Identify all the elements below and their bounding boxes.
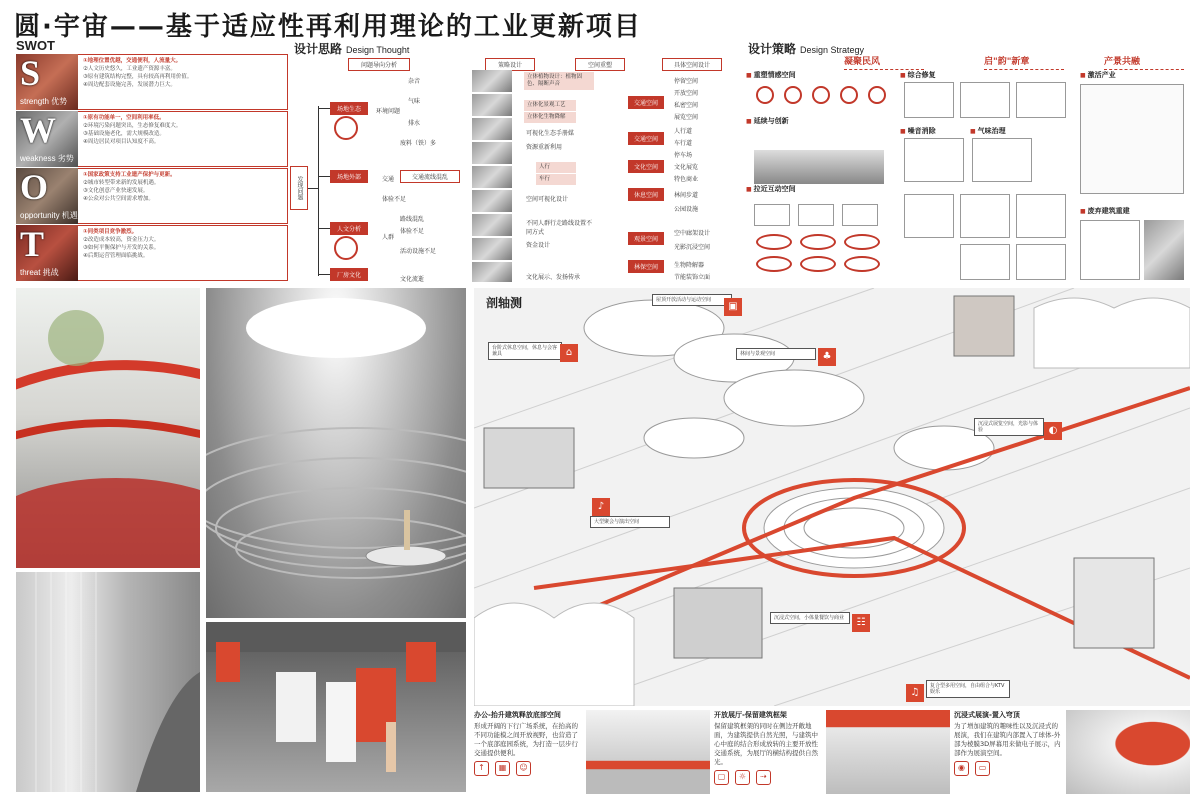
grid-icon: ▦ [495,761,510,776]
iso-block [1016,82,1066,118]
sub-label: 路线混乱 [400,216,425,223]
top-label: 问题导向分析 [348,58,410,71]
result-item: 公园设施 [674,206,699,213]
strategy-column: 产景共融 [1104,54,1184,70]
swot-line: ③原有建筑结构完整，具有较高再利用价值。 [83,74,193,80]
iso-block [754,204,790,226]
result-item: 停留空间 [674,78,699,85]
problem-label: 排水 [408,120,421,127]
iso-block [904,82,954,118]
people-icon [334,236,358,260]
space-label: 交通空间 [628,132,664,145]
bottom-image-office [586,710,710,794]
shop-icon: ☷ [852,614,870,632]
space-label: 观景空间 [628,232,664,245]
swot-line: ①地理位置优越，交通便利，人流量大。 [83,58,182,64]
iso-block [1016,244,1066,280]
swot-text [78,111,288,167]
swot-row-w [16,111,288,167]
result-item: 展览空间 [674,114,699,121]
strategy-item: ■ 延续与创新 [746,116,789,126]
site-photo [472,262,512,282]
strategy-item: 立体化生物降解 [524,112,576,123]
strategy-item: ■ 拉近互动空间 [746,184,796,194]
site-photo [472,118,512,140]
strategy-item: ■ 重塑情感空间 [746,70,796,80]
site-photo [472,238,512,260]
result-item: 空中廊架设计 [674,230,711,237]
swot-line: ①国家政策支持工业遗产保护与更新。 [83,172,176,178]
iso-block [960,194,1010,238]
bottom-text: 为了增加建筑的趣味性以及沉浸式的展演，我们在建筑内部置入了球体-外部为棱膜3D屏幕用来做电子展示，内部作为展演空间。 [954,722,1061,757]
stairs-icon: ⌂ [560,344,578,362]
site-photo [472,142,512,164]
walk-icon: ☺ [516,761,531,776]
screen-icon: ▭ [975,761,990,776]
swot-line: ④公众对公共空间需求增加。 [83,196,154,202]
sub-label: 体验不足 [382,196,407,203]
site-photo [472,70,512,92]
space-label: 文化空间 [628,160,664,173]
bottom-col-gallery [714,710,822,794]
gallery-render-art [206,622,466,792]
swot-word: strength 优势 [20,97,68,106]
strategy-column: 启"韵"新章 [984,54,1064,70]
swot-line: ③基础设施老化，需大规模改造。 [83,131,165,137]
sub-label: 人群 [382,234,395,241]
result-item: 特色商业 [674,176,699,183]
iso-block [842,204,878,226]
space-label: 林保空间 [628,260,664,273]
site-photo [472,166,512,188]
result-item: 林间步道 [674,192,699,199]
swot-word: threat 挑战 [20,268,59,277]
result-item: 开放空间 [674,90,699,97]
swot-line: ②人文历史悠久，工业遗产资源丰富。 [83,66,176,72]
strategy-item: ■ 气味治理 [970,126,1006,136]
ring-diagram [868,86,886,104]
callout-text: 沉浸式空间，小体量餐饮与商业 [770,612,850,624]
sketch-image [754,150,884,184]
result-item: 文化展览 [674,164,699,171]
problem-label: 气味 [408,98,421,105]
iso-block [960,244,1010,280]
frame-icon: ▢ [714,770,729,785]
strategy-item: 资源重新利用 [526,144,563,151]
ring-diagram [784,86,802,104]
strategy-item: ■ 废弃建筑重建 [1080,206,1130,216]
result-item: 生物降解器 [674,262,705,269]
path-icon: ⇢ [756,770,771,785]
swot-line: ①原有功能单一，空间利用率低。 [83,115,165,121]
sub-label: 文化流逝 [400,276,425,283]
corridor-render-art [16,572,200,792]
bottom-icons [714,770,822,785]
sub-label: 环境问题 [376,108,401,115]
swot-row-s [16,54,288,110]
callout-text: 林间与景观空间 [736,348,816,360]
ring-diagram [756,256,792,272]
sub-label: 交通 [382,176,395,183]
strategy-item: 不同人群行走路线设置不同方式 [526,220,593,236]
bottom-heading: 办公-抬升建筑释放底部空间 [474,711,561,719]
rendering-ramp [16,288,200,568]
problem-label: 废料（铁）多 [400,140,437,147]
result-item: 停车场 [674,152,693,159]
design-thought-diagram [290,56,740,284]
swot-letter: T [20,225,45,264]
swot-panel [16,54,288,280]
page-title: 圆·宇宙——基于适应性再利用理论的工业更新项目 [14,12,642,42]
site-photo [472,214,512,236]
swot-line: ④周边配套设施完善，发展潜力巨大。 [83,82,176,88]
space-label: 交通空间 [628,96,664,109]
bottom-heading: 沉浸式展演-置入穹顶 [954,711,1020,719]
design-thought-title-en: Design Thought [346,45,410,55]
design-thought-title: 设计思路 [294,42,343,56]
strategy-item: ■ 综合修复 [900,70,936,80]
ring-diagram [840,86,858,104]
rendering-corridor [16,572,200,792]
bottom-col-office [474,710,582,794]
music-icon: ♫ [906,684,924,702]
strategy-item: 立体植物设计：植物固色、隔断声音 [524,72,594,90]
axonometric-panel [474,288,1190,706]
swot-word: opportunity 机遇 [20,211,78,220]
strategy-item: ■ 激活产业 [1080,70,1116,80]
arrow-icon: ↑ [474,761,489,776]
iso-block [1016,194,1066,238]
sub-label: 体验不足 [400,228,425,235]
category-label: 场地外部 [330,170,368,183]
piano-icon: ♪ [592,498,610,516]
problem-label: 杂音 [408,78,421,85]
swot-line: ④周边居民对项目认知度不高。 [83,139,160,145]
bottom-heading: 开放展厅-保留建筑框架 [714,711,787,719]
iso-block [904,194,954,238]
callout-text: 沉浸式展览空间，光影与体验 [974,418,1044,436]
swot-letter: W [20,111,56,150]
ring-diagram [812,86,830,104]
strategy-item: 车行 [536,174,576,185]
light-icon: ◐ [1044,422,1062,440]
swot-line: ①同类项目竞争激烈。 [83,229,138,235]
swot-line: ②环境污染问题突出，生态修复难度大。 [83,123,182,129]
iso-block [904,138,964,182]
ring-diagram [756,86,774,104]
category-label: 场地生态 [330,102,368,115]
strategy-item: 文化展示、发扬传承 [526,274,581,281]
result-item: 光影沉浸空间 [674,244,711,251]
ring-diagram [756,234,792,250]
ring-diagram [844,256,880,272]
swot-image-s [16,54,78,110]
sphere-icon: ◉ [954,761,969,776]
callout-text: 屋顶开放活动与运动空间 [652,294,732,306]
swot-row-o [16,168,288,224]
swot-image-t [16,225,78,281]
rendering-gallery [206,622,466,792]
design-thought-heading [294,40,409,57]
strategy-item: ■ 噪音消除 [900,126,936,136]
swot-row-t [16,225,288,281]
leaf-icon [334,116,358,140]
result-item: 人行道 [674,128,693,135]
swot-line: ③文化创意产业快速发展。 [83,188,149,194]
strategy-column: 凝聚民风 [844,54,924,70]
design-strategy-title: 设计策略 [748,42,797,56]
amphitheatre-render-art [206,288,466,618]
bottom-icons [474,761,582,776]
bottom-col-dome [954,710,1062,794]
strategy-item: 可视化生态手册媒 [526,130,575,137]
iso-block [972,138,1032,182]
category-label: 厂房文化 [330,268,368,281]
result-item: 私密空间 [674,102,699,109]
swot-line: ④后期运营管理面临挑战。 [83,253,149,259]
swot-heading: SWOT [16,38,55,53]
bottom-text: 形成开阔的下行广场系统，在抬高的不同功能模之间开放视野，也营造了一个底部庭园系统，为打造一层步行交通提供便利。 [474,722,578,757]
swot-text [78,54,288,110]
space-label: 休息空间 [628,188,664,201]
ring-diagram [844,234,880,250]
swot-image-w [16,111,78,167]
tree-icon: ♣ [818,348,836,366]
swot-text [78,168,288,224]
ring-diagram [800,234,836,250]
swot-line: ②改造成本较高，资金压力大。 [83,237,160,243]
top-label: 具体空间设计 [662,58,722,71]
swot-image-o [16,168,78,224]
swot-letter: O [20,168,49,207]
strategy-item: 空间可视化设计 [526,196,569,203]
rebuild-diagram [1080,220,1140,280]
top-label: 策略设计 [485,58,535,71]
swot-word: weakness 劣势 [20,154,74,163]
rendering-amphitheatre [206,288,466,618]
iso-block [960,82,1010,118]
strategy-item: 人行 [536,162,576,173]
strategy-item: 资金设计 [526,242,551,249]
ring-diagram [800,256,836,272]
swot-line: ②城市转型带来新的发展机遇。 [83,180,160,186]
callout-text: 复合型多用空间，自由组合与KTV娱乐 [926,680,1010,698]
bottom-image-gallery [826,710,950,794]
result-item: 节能装饰立面 [674,274,711,281]
bottom-icons [954,761,1062,776]
rebuild-photo [1144,220,1184,280]
industry-diagram [1080,84,1184,194]
category-label: 人文分析 [330,222,368,235]
swot-text [78,225,288,281]
strategy-item: 立体化景观工艺 [524,100,576,111]
iso-block [798,204,834,226]
sun-icon: ☼ [735,770,750,785]
design-strategy-title-en: Design Strategy [800,45,865,55]
top-label: 空间重塑 [575,58,625,71]
problem-label: 交通流线混乱 [400,170,460,183]
site-photo [472,190,512,212]
bottom-image-dome [1066,710,1190,794]
bottom-strip [474,710,1190,794]
axonometric-title: 剖轴测 [486,296,523,310]
swot-letter: S [20,54,41,93]
swot-line: ③如何平衡保护与开发的关系。 [83,245,160,251]
building-icon: ▣ [724,298,742,316]
bottom-text: 保留建筑框架的同时在侧边开敞地面，为建筑提供自然光照，与建筑中心中庭的结合形成放转的主要开放性交通系统，为展厅的横结构提供自然光。 [714,722,818,766]
callout-text: 大型聚会与演出空间 [590,516,670,528]
root-label: 发现问题 [290,166,308,210]
sub-label: 活动设施不足 [400,248,437,255]
design-strategy-panel [744,54,1190,284]
callout-text: 台阶式休息空间，休息与会客兼具 [488,342,562,360]
ramp-render-art [16,288,200,568]
result-item: 车行道 [674,140,693,147]
site-photo [472,94,512,116]
